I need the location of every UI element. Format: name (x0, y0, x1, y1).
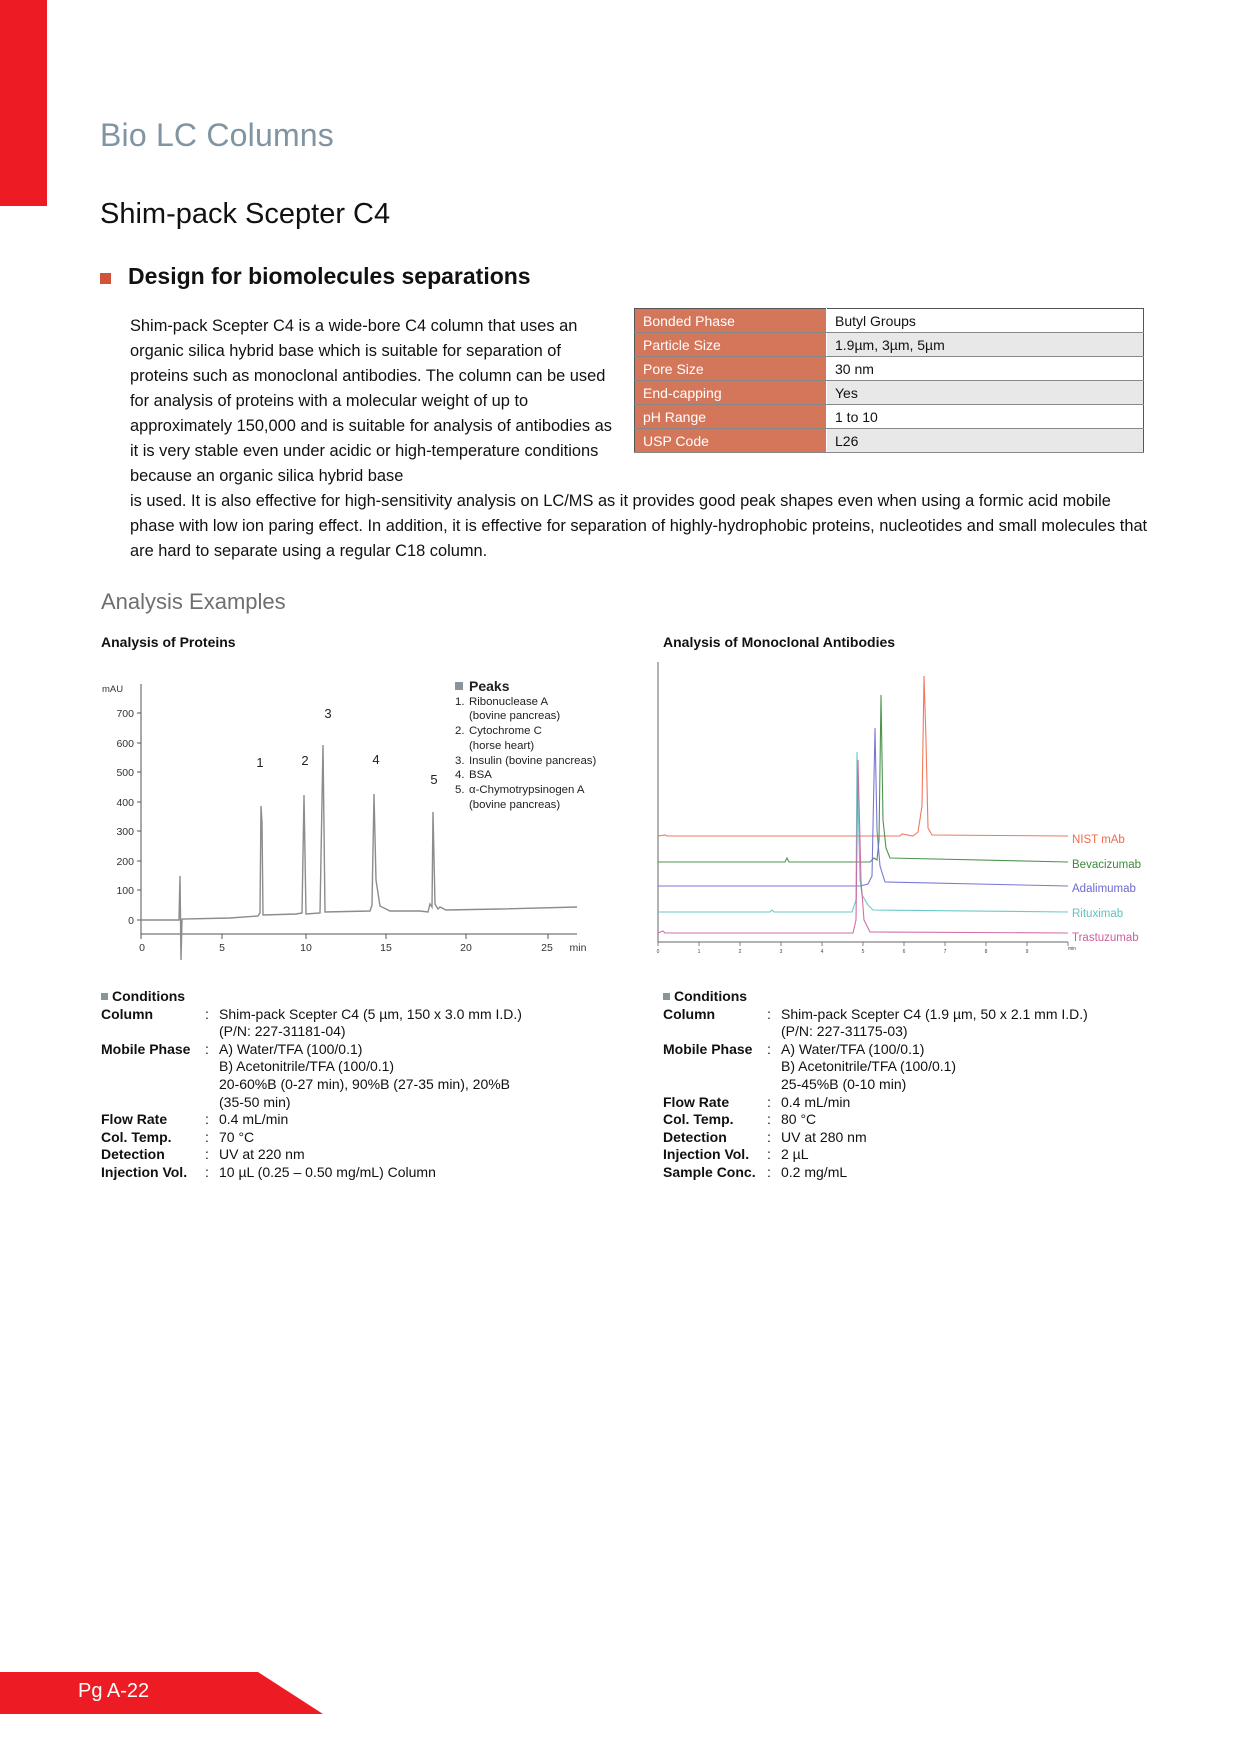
condition-value: 2 µL (781, 1146, 809, 1163)
trace-nist-mab (658, 676, 1068, 836)
condition-value: A) Water/TFA (100/0.1) (781, 1040, 925, 1057)
legend-adalimumab: Adalimumab (1072, 883, 1136, 895)
y-axis-label: mAU (102, 684, 124, 695)
spec-value: 1.9µm, 3µm, 5µm (827, 333, 1144, 357)
svg-text:10: 10 (300, 942, 312, 954)
svg-text:25: 25 (541, 942, 553, 954)
svg-text:700: 700 (116, 708, 134, 720)
condition-value: B) Acetonitrile/TFA (100/0.1) (781, 1058, 957, 1075)
condition-value: (P/N: 227-31181-04) (219, 1023, 346, 1040)
svg-text:min: min (1067, 946, 1077, 952)
spec-value: L26 (827, 429, 1144, 453)
peak-num: 1. (455, 695, 465, 708)
spec-key: pH Range (635, 405, 827, 429)
spec-key: USP Code (635, 429, 827, 453)
svg-text:300: 300 (116, 826, 134, 838)
proteins-conditions (101, 988, 621, 1182)
condition-label: Flow Rate (663, 1093, 730, 1110)
peak-label: 4 (372, 752, 380, 767)
spec-key: Particle Size (635, 333, 827, 357)
condition-value: 25-45%B (0-10 min) (781, 1075, 907, 1092)
condition-row: Injection Vol. : 2 µL (663, 1146, 1163, 1164)
condition-row: Column : Shim-pack Scepter C4 (1.9 µm, 50 x 2.1 mm I.D.) (P/N: 227-31175-03) (663, 1006, 1163, 1041)
legend-trastuzumab: Trastuzumab (1072, 932, 1139, 944)
trace-trastuzumab (658, 760, 1068, 933)
spec-value: Yes (827, 381, 1144, 405)
proteins-chart-title: Analysis of Proteins (101, 634, 236, 650)
peak-source: (bovine pancreas) (469, 710, 561, 723)
peaks-title-text: Peaks (469, 678, 510, 694)
condition-label: Injection Vol. (663, 1146, 750, 1163)
intro-paragraph: Shim-pack Scepter C4 is a wide-bore C4 column that uses an organic silica hybrid base which is suitable for separation of proteins such as monoclonal antibodies. The column can be used for analysis of proteins with a molecular weight of up to approximately 150,000 and is suitable for analysis of antibodies as it is very stable even under acidic or high-temperature conditions because an organic silica hybrid base (130, 317, 612, 485)
conditions-title-text: Conditions (674, 988, 748, 1004)
svg-text:1: 1 (697, 949, 701, 955)
condition-label: Sample Conc. (663, 1163, 756, 1180)
svg-text:15: 15 (380, 942, 392, 954)
svg-text:0: 0 (128, 915, 134, 927)
page-number: Pg A-22 (78, 1680, 150, 1702)
mabs-chart (657, 662, 1077, 955)
condition-row: Injection Vol. : 10 µL (0.25 – 0.50 mg/mL) Column (101, 1164, 621, 1182)
svg-text:3: 3 (779, 949, 783, 955)
condition-row: Detection : UV at 220 nm (101, 1146, 621, 1164)
peak-item (455, 783, 635, 798)
condition-value: B) Acetonitrile/TFA (100/0.1) (219, 1058, 395, 1075)
trace-bevacizumab (658, 695, 1068, 862)
mabs-conditions (663, 988, 1163, 1182)
peak-num: 4. (455, 769, 465, 782)
peak-name: Cytochrome C (469, 725, 542, 738)
condition-value: (P/N: 227-31175-03) (781, 1023, 908, 1040)
conditions-title (663, 988, 1163, 1006)
peak-source: (bovine pancreas) (469, 798, 561, 811)
svg-text:20: 20 (460, 942, 472, 954)
svg-text:100: 100 (116, 885, 134, 897)
condition-row: Sample Conc. : 0.2 mg/mL (663, 1164, 1163, 1182)
peak-item (455, 724, 635, 739)
bullet-square-icon (101, 993, 108, 1000)
condition-label: Mobile Phase (663, 1040, 753, 1057)
peak-num: 5. (455, 783, 465, 796)
mabs-chart-title: Analysis of Monoclonal Antibodies (663, 634, 896, 650)
svg-text:500: 500 (116, 767, 134, 779)
peak-num: 2. (455, 725, 465, 738)
category-title: Bio LC Columns (100, 117, 335, 153)
legend-rituximab: Rituximab (1072, 907, 1124, 920)
spec-key: Pore Size (635, 357, 827, 381)
condition-row: Col. Temp. : 80 °C (663, 1111, 1163, 1129)
condition-value: A) Water/TFA (100/0.1) (219, 1040, 363, 1057)
condition-label: Detection (663, 1128, 727, 1145)
examples-heading: Analysis Examples (101, 589, 286, 614)
condition-row: Mobile Phase : A) Water/TFA (100/0.1) B) Acetonitrile/TFA (100/0.1) 20-60%B (0-27 min), 90%B (27-35 min), 20%B (35-50 min) (101, 1041, 621, 1111)
condition-value: UV at 220 nm (219, 1146, 305, 1163)
condition-row: Flow Rate : 0.4 mL/min (663, 1094, 1163, 1112)
svg-text:6: 6 (902, 949, 906, 955)
condition-row: Column : Shim-pack Scepter C4 (5 µm, 150 x 3.0 mm I.D.) (P/N: 227-31181-04) (101, 1006, 621, 1041)
condition-label: Injection Vol. (101, 1163, 188, 1180)
legend-bevacizumab: Bevacizumab (1072, 858, 1142, 871)
peaks-legend-title (455, 679, 635, 694)
svg-text:0: 0 (656, 949, 660, 955)
condition-value: 10 µL (0.25 – 0.50 mg/mL) Column (219, 1163, 436, 1180)
peak-item (455, 768, 635, 783)
peaks-legend (455, 679, 635, 812)
product-title: Shim-pack Scepter C4 (100, 198, 391, 230)
conditions-title-text: Conditions (112, 988, 186, 1004)
peak-item (455, 754, 635, 769)
svg-text:600: 600 (116, 738, 134, 750)
peak-label: 2 (301, 753, 309, 768)
condition-label: Detection (101, 1146, 165, 1163)
peak-name: Insulin (bovine pancreas) (469, 754, 597, 767)
condition-value: 70 °C (219, 1128, 255, 1145)
condition-value: UV at 280 nm (781, 1128, 867, 1145)
svg-text:400: 400 (116, 797, 134, 809)
condition-value: 20-60%B (0-27 min), 90%B (27-35 min), 20%B (219, 1075, 511, 1092)
peak-name: α-Chymotrypsinogen A (469, 783, 585, 796)
condition-row: Col. Temp. : 70 °C (101, 1129, 621, 1147)
legend-nist-mab: NIST mAb (1072, 834, 1125, 846)
condition-label: Column (663, 1005, 716, 1022)
svg-text:4: 4 (820, 949, 824, 955)
svg-text:2: 2 (738, 949, 742, 955)
svg-text:200: 200 (116, 856, 134, 868)
section-heading-text: Design for biomolecules separations (128, 263, 531, 289)
bullet-square-icon (663, 993, 670, 1000)
spec-key: Bonded Phase (635, 309, 827, 333)
svg-text:5: 5 (861, 949, 865, 955)
peak-item (455, 695, 635, 710)
spec-value: 1 to 10 (827, 405, 1144, 429)
spec-value: 30 nm (827, 357, 1144, 381)
condition-value: 0.2 mg/mL (781, 1163, 848, 1180)
svg-text:9: 9 (1025, 949, 1029, 955)
condition-row: Mobile Phase : A) Water/TFA (100/0.1) B) Acetonitrile/TFA (100/0.1) 25-45%B (0-10 min) (663, 1041, 1163, 1094)
svg-text:7: 7 (943, 949, 947, 955)
svg-text:8: 8 (984, 949, 988, 955)
condition-value: (35-50 min) (219, 1093, 291, 1110)
peak-label: 3 (324, 706, 332, 721)
bullet-square-icon (455, 682, 463, 690)
condition-value: Shim-pack Scepter C4 (1.9 µm, 50 x 2.1 mm I.D.) (781, 1005, 1088, 1022)
svg-text:5: 5 (219, 942, 225, 954)
footer-band (0, 1672, 325, 1714)
spec-value: Butyl Groups (827, 309, 1144, 333)
peak-name: BSA (469, 769, 492, 782)
peak-label: 5 (430, 772, 438, 787)
condition-label: Col. Temp. (663, 1111, 734, 1128)
peak-label: 1 (256, 755, 264, 770)
peak-num: 3. (455, 754, 465, 767)
intro-paragraph-continued: is used. It is also effective for high-sensitivity analysis on LC/MS as it provides good peak shapes even when using a formic acid mobile phase with low ion paring effect. In addition, it is effective for separation of highly-hydrophobic proteins, nucleotides and small molecules that are hard to separate using a regular C18 column. (130, 492, 1148, 560)
peak-name: Ribonuclease A (469, 695, 549, 708)
peak-source: (horse heart) (469, 739, 535, 752)
condition-value: 0.4 mL/min (781, 1093, 851, 1110)
spec-key: End-capping (635, 381, 827, 405)
svg-text:0: 0 (139, 942, 145, 954)
condition-value: 80 °C (781, 1111, 817, 1128)
condition-value: Shim-pack Scepter C4 (5 µm, 150 x 3.0 mm I.D.) (219, 1005, 522, 1022)
conditions-title (101, 988, 621, 1006)
condition-label: Mobile Phase (101, 1040, 191, 1057)
condition-row: Detection : UV at 280 nm (663, 1129, 1163, 1147)
condition-row: Flow Rate : 0.4 mL/min (101, 1111, 621, 1129)
trace-rituximab (658, 752, 1068, 912)
x-axis-unit: min (569, 942, 587, 954)
condition-label: Column (101, 1005, 154, 1022)
mabs-legend (1072, 828, 1141, 951)
condition-label: Flow Rate (101, 1111, 168, 1128)
condition-label: Col. Temp. (101, 1128, 172, 1145)
condition-value: 0.4 mL/min (219, 1111, 289, 1128)
